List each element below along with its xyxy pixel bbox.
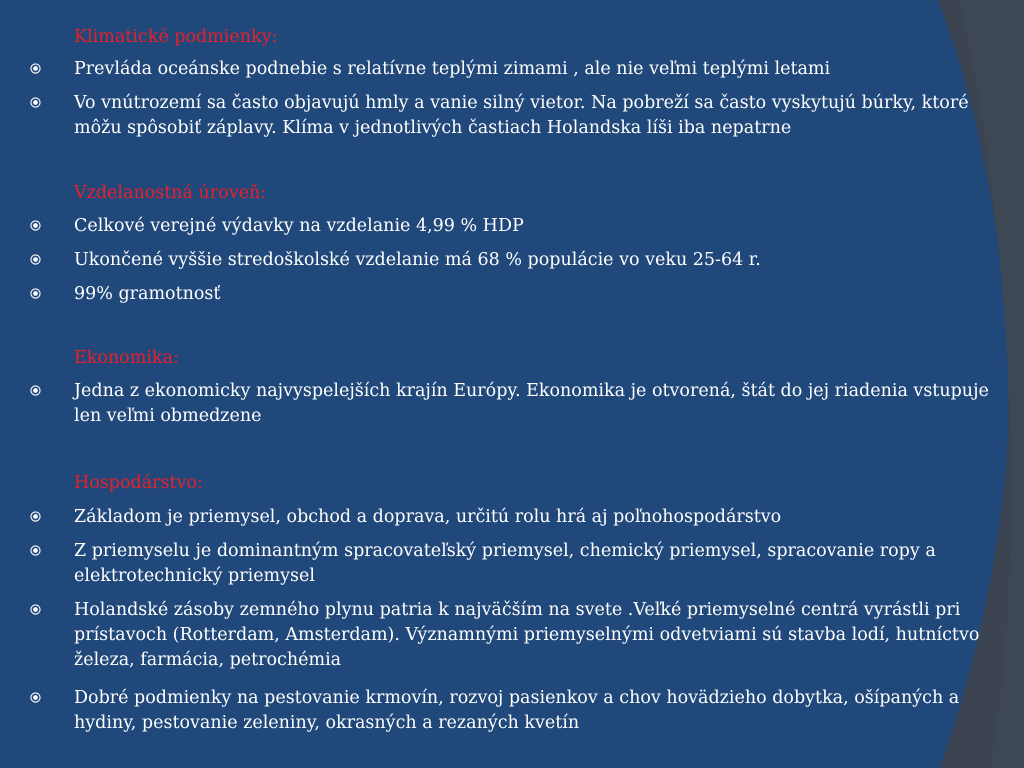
- bullet-text: Z priemyselu je dominantným spracovateľský priemysel, chemický priemysel, spracovanie ropy a elektrotechnický priemysel: [74, 541, 936, 586]
- bullet-text: Prevláda oceánske podnebie s relatívne teplými zimami , ale nie veľmi teplými letami: [74, 59, 831, 79]
- bullet-item: [74, 91, 1009, 141]
- bullet-item: [74, 598, 1009, 673]
- bullet-item: [74, 505, 1009, 530]
- bullet-circle-icon: [30, 385, 41, 396]
- bullet-item: [74, 248, 1009, 273]
- bullet-text: Jedna z ekonomicky najvyspelejších krajín Európy. Ekonomika je otvorená, štát do jej riadenia vstupuje len veľmi obmedzene: [74, 381, 989, 426]
- bullet-circle-icon: [30, 288, 41, 299]
- heading-ekonomika: Ekonomika:: [74, 348, 179, 368]
- bullet-text: Vo vnútrozemí sa často objavujú hmly a vanie silný vietor. Na pobreží sa často vyskytujú búrky, ktoré môžu spôsobiť záplavy. Klíma v jednotlivých častiach Holandska líši iba nepatrne: [74, 93, 969, 138]
- bullet-circle-icon: [30, 545, 41, 556]
- bullet-circle-icon: [30, 604, 41, 615]
- bullet-circle-icon: [30, 220, 41, 231]
- bullet-item: [74, 214, 1009, 239]
- heading-klimaticke: Klimatické podmienky:: [74, 27, 278, 47]
- bullet-text: Základom je priemysel, obchod a doprava, určitú rolu hrá aj poľnohospodárstvo: [74, 507, 782, 527]
- bullet-circle-icon: [30, 692, 41, 703]
- bullet-text: Holandské zásoby zemného plynu patria k najväčším na svete .Veľké priemyselné centrá vyrástli pri prístavoch (Rotterdam, Amsterdam). Významnými priemyselnými odvetviami sú stavba lodí, hutníctvo železa, farmácia, petrochémia: [74, 600, 980, 670]
- bullet-circle-icon: [30, 97, 41, 108]
- bullet-item: [74, 379, 1009, 429]
- bullet-item: [74, 57, 1009, 82]
- bullet-circle-icon: [30, 254, 41, 265]
- bullet-text: Dobré podmienky na pestovanie krmovín, rozvoj pasienkov a chov hovädzieho dobytka, ošípaných a hydiny, pestovanie zeleniny, okrasných a rezaných kvetín: [74, 688, 960, 733]
- bullet-text: 99% gramotnosť: [74, 284, 221, 304]
- heading-hospodarstvo: Hospodárstvo:: [74, 473, 203, 493]
- bullet-circle-icon: [30, 63, 41, 74]
- heading-vzdelanostna: Vzdelanostná úroveň:: [74, 183, 267, 203]
- bullet-item: [74, 686, 1009, 736]
- bullet-text: Ukončené vyššie stredoškolské vzdelanie má 68 % populácie vo veku 25-64 r.: [74, 250, 761, 270]
- bullet-item: [74, 282, 1009, 307]
- bullet-circle-icon: [30, 511, 41, 522]
- bullet-text: Celkové verejné výdavky na vzdelanie 4,99 % HDP: [74, 216, 524, 236]
- bullet-item: [74, 539, 1009, 589]
